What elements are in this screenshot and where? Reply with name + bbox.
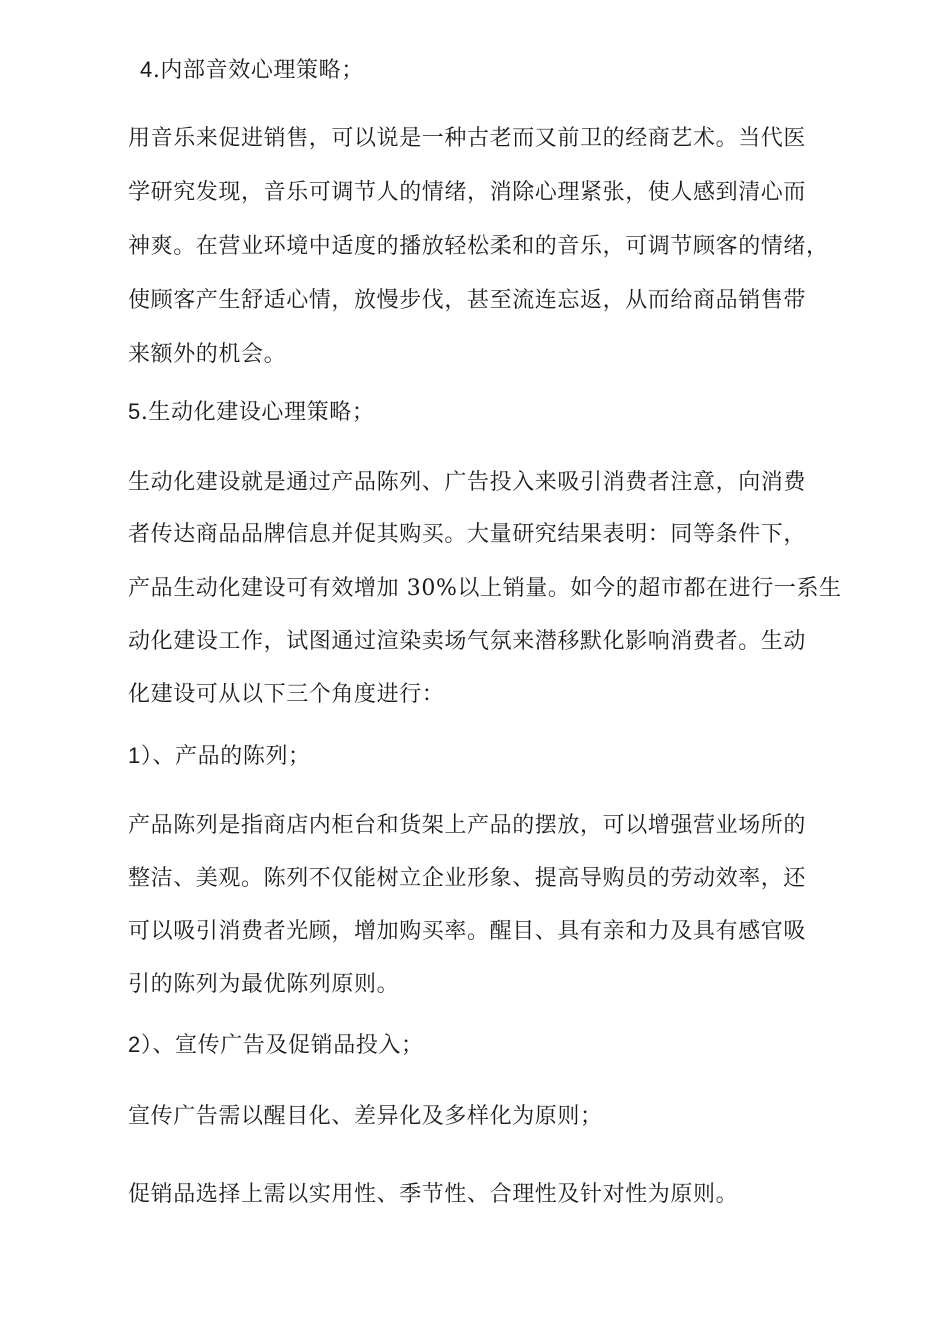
heading-text: ）、宣传广告及促销品投入；: [140, 1033, 424, 1058]
paragraph-line: 学研究发现，音乐可调节人的情绪，消除心理紧张，使人感到清心而: [128, 180, 807, 205]
paragraph-line: 促销品选择上需以实用性、季节性、合理性及针对性为原则。: [128, 1182, 739, 1207]
heading-number: 1: [128, 743, 141, 768]
section-heading-4: [140, 55, 364, 86]
paragraph-line: 可以吸引消费者光顾，增加购买率。醒目、具有亲和力及具有感官吸: [128, 919, 807, 944]
heading-number: 5: [128, 399, 141, 424]
subsection-heading-1: [128, 741, 311, 772]
section-heading-5: [128, 397, 374, 428]
heading-number: 2: [128, 1032, 141, 1057]
paragraph-line: 产品陈列是指商店内柜台和货架上产品的摆放，可以增强营业场所的: [128, 813, 807, 838]
paragraph-line: 引的陈列为最优陈列原则。: [128, 972, 400, 997]
paragraph-line: 者传达商品品牌信息并促其购买。大量研究结果表明：同等条件下，: [128, 522, 807, 547]
paragraph-line: 宣传广告需以醒目化、差异化及多样化为原则；: [128, 1104, 603, 1129]
subsection-heading-2: [128, 1030, 424, 1061]
heading-text: .生动化建设心理策略；: [140, 400, 375, 425]
paragraph-line: 产品生动化建设可有效增加 30%以上销量。如今的超市都在进行一系生: [128, 576, 842, 601]
paragraph-line: 动化建设工作，试图通过渲染卖场气氛来潜移默化影响消费者。生动: [128, 629, 807, 654]
paragraph-line: 用音乐来促进销售，可以说是一种古老而又前卫的经商艺术。当代医: [128, 126, 807, 151]
heading-text: ）、产品的陈列；: [140, 744, 311, 769]
paragraph-line: 使顾客产生舒适心情，放慢步伐，甚至流连忘返，从而给商品销售带: [128, 288, 807, 313]
heading-number: 4: [140, 57, 153, 82]
paragraph-line: 来额外的机会。: [128, 342, 287, 367]
paragraph-line: 整洁、美观。陈列不仅能树立企业形象、提高导购员的劳动效率，还: [128, 866, 807, 891]
paragraph-line: 化建设可从以下三个角度进行：: [128, 682, 445, 707]
paragraph-line: 生动化建设就是通过产品陈列、广告投入来吸引消费者注意，向消费: [128, 470, 807, 495]
paragraph-line: 神爽。在营业环境中适度的播放轻松柔和的音乐，可调节顾客的情绪，: [128, 234, 829, 259]
heading-text: .内部音效心理策略；: [152, 58, 364, 83]
